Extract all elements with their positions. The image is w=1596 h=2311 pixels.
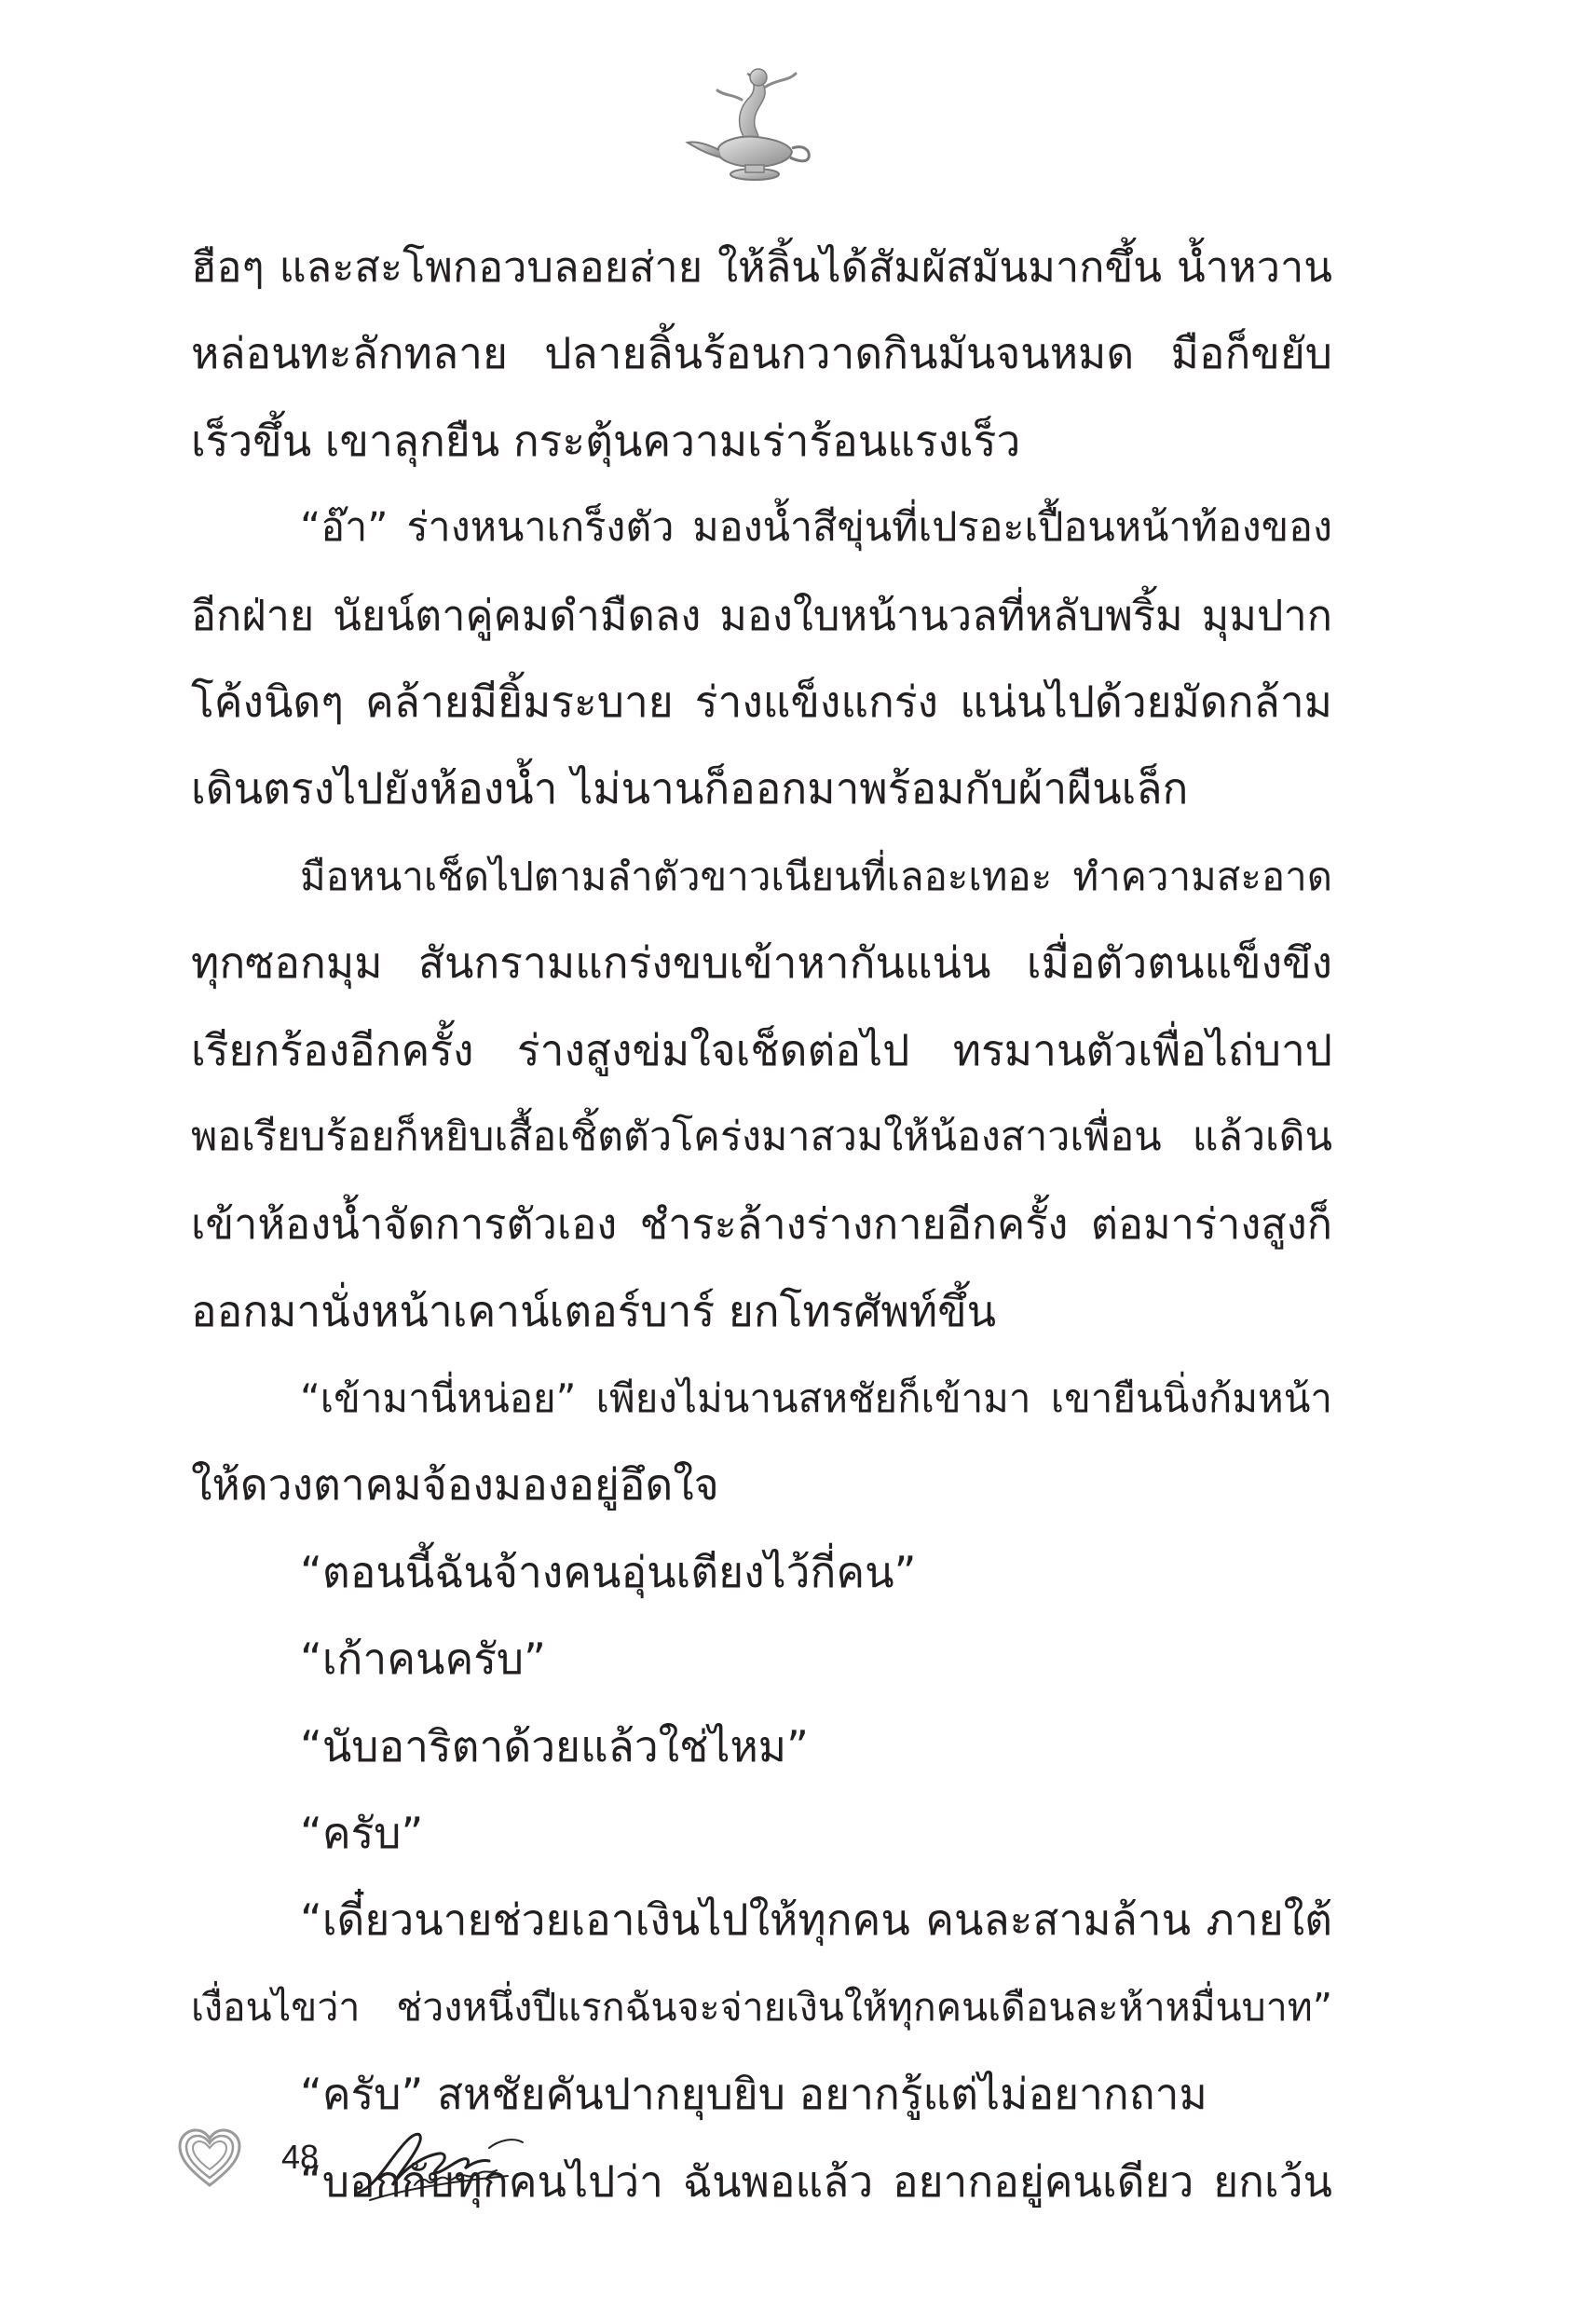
text-line: มือหนาเช็ดไปตามลำตัวขาวเนียนที่เลอะเทอะ ทำความสะอาด	[300, 853, 1332, 899]
text-line: ให้ดวงตาคมจ้องมองอยู่อึดใจ	[191, 1459, 719, 1511]
heart-icon	[177, 2127, 242, 2189]
author-signature-logo	[349, 2120, 545, 2204]
page-number: 48	[281, 2138, 320, 2176]
text-line: ทุกซอกมุม สันกรามแกร่งขบเข้าหากันแน่น เมื่อตัวตนแข็งขึง	[191, 937, 1332, 989]
text-line: อีกฝ่าย นัยน์ตาคู่คมดำมืดลง มองใบหน้านวลที่หลับพริ้ม มุมปาก	[191, 590, 1332, 640]
text-line: “ครับ” สหชัยคันปากยุบยิบ อยากรู้แต่ไม่อยากถาม	[300, 2069, 1207, 2120]
genie-lamp-icon	[680, 51, 829, 191]
text-line: โค้งนิดๆ คล้ายมียิ้มระบาย ร่างแข็งแกร่ง แน่นไปด้วยมัดกล้าม	[191, 676, 1332, 727]
body-text	[191, 224, 1332, 2225]
text-line: “อ๊า” ร่างหนาเกร็งตัว มองน้ำสีขุ่นที่เปรอะเปื้อนหน้าท้องของ	[300, 504, 1332, 552]
text-line: “นับอาริตาด้วยแล้วใช่ไหม”	[300, 1720, 809, 1771]
text-line: “บอกกับทุกคนไปว่า ฉันพอแล้ว อยากอยู่คนเดียว ยกเว้น	[300, 2155, 1332, 2207]
text-line: ฮือๆ และสะโพกอวบลอยส่าย ให้ลิ้นได้สัมผัสมันมากขึ้น น้ำหวาน	[191, 242, 1332, 292]
text-line: เรียกร้องอีกครั้ง ร่างสูงข่มใจเช็ดต่อไป ทรมานตัวเพื่อไถ่บาป	[191, 1024, 1332, 1075]
text-line: พอเรียบร้อยก็หยิบเสื้อเชิ้ตตัวโคร่งมาสวมให้น้องสาวเพื่อน แล้วเดิน	[191, 1113, 1332, 1160]
text-line: “เข้ามานี่หน่อย” เพียงไม่นานสหชัยก็เข้ามา เขายืนนิ่งก้มหน้า	[300, 1375, 1332, 1422]
text-line: “ครับ”	[300, 1808, 424, 1859]
text-line: เดินตรงไปยังห้องน้ำ ไม่นานก็ออกมาพร้อมกับผ้าผืนเล็ก	[191, 763, 1189, 814]
text-line: “เก้าคนครับ”	[300, 1634, 546, 1685]
page-footer	[177, 2120, 596, 2204]
text-line: “ตอนนี้ฉันจ้างคนอุ่นเตียงไว้กี่คน”	[300, 1546, 917, 1597]
text-line: เร็วขึ้น เขาลุกยืน กระตุ้นความเร่าร้อนแรงเร็ว	[191, 415, 1021, 466]
text-line: เข้าห้องน้ำจัดการตัวเอง ชำระล้างร่างกายอีกครั้ง ต่อมาร่างสูงก็	[191, 1199, 1332, 1250]
text-line: ออกมานั่งหน้าเคาน์เตอร์บาร์ ยกโทรศัพท์ขึ้น	[191, 1285, 997, 1336]
text-line: “เดี๋ยวนายช่วยเอาเงินไปให้ทุกคน คนละสามล้าน ภายใต้	[300, 1894, 1332, 1946]
text-line: หล่อนทะลักทลาย ปลายลิ้นร้อนกวาดกินมันจนหมด มือก็ขยับ	[191, 328, 1332, 379]
text-line: เงื่อนไขว่า ช่วงหนึ่งปีแรกฉันจะจ่ายเงินให้ทุกคนเดือนละห้าหมื่นบาท”	[191, 1984, 1332, 2030]
